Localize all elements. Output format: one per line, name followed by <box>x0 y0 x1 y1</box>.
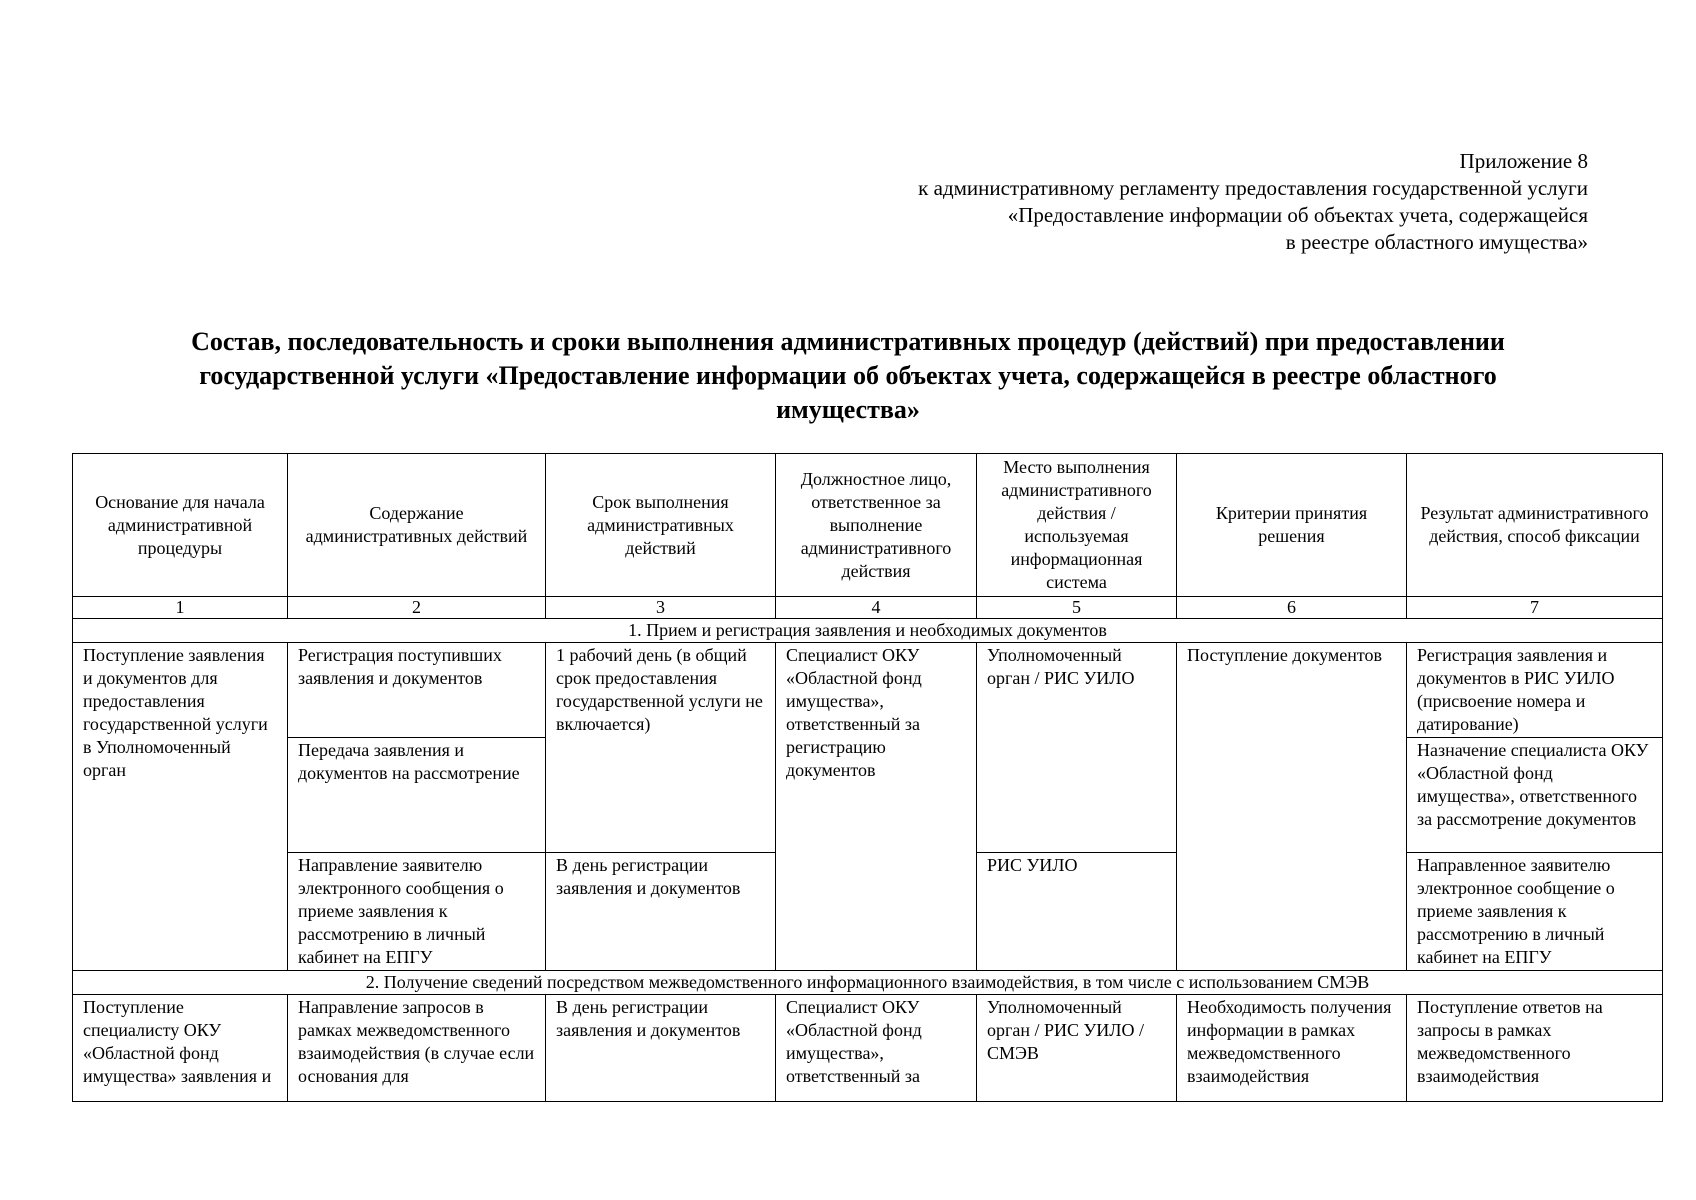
result-cell: Направленное заявителю электронное сообщение о приеме заявления к рассмотрению в личный кабинет на ЕПГУ <box>1407 853 1663 971</box>
column-number: 7 <box>1407 597 1663 619</box>
result-cell: Назначение специалиста ОКУ «Областной фонд имущества», ответственного за рассмотрение документов <box>1407 738 1663 853</box>
result-cell: Регистрация заявления и документов в РИС УИЛО (присвоение номера и датирование) <box>1407 643 1663 738</box>
table-header-row <box>73 454 1663 597</box>
action-cell: Регистрация поступивших заявления и документов <box>288 643 546 738</box>
place-cell: РИС УИЛО <box>977 853 1177 971</box>
term-cell: В день регистрации заявления и документов <box>546 995 776 1102</box>
column-number: 1 <box>73 597 288 619</box>
header-cell: Срок выполнения административных действий <box>546 454 776 597</box>
term-cell: 1 рабочий день (в общий срок предоставления государственной услуги не включается) <box>546 643 776 853</box>
column-number: 5 <box>977 597 1177 619</box>
column-number: 6 <box>1177 597 1407 619</box>
procedure-basis: Поступление заявления и документов для предоставления государственной услуги в Уполномоченный орган <box>73 643 288 971</box>
column-number-row <box>73 597 1663 619</box>
section-row <box>73 971 1663 995</box>
section-row <box>73 619 1663 643</box>
criteria-cell: Поступление документов <box>1177 643 1407 971</box>
official-cell: Специалист ОКУ «Областной фонд имущества», ответственный за <box>776 995 977 1102</box>
procedures-table <box>72 453 1663 1102</box>
column-number: 2 <box>288 597 546 619</box>
title-line: имущества» <box>776 395 920 424</box>
header-cell: Результат административного действия, способ фиксации <box>1407 454 1663 597</box>
table-row <box>73 643 1663 738</box>
document-title <box>70 325 1626 427</box>
appendix-header <box>918 148 1588 256</box>
appendix-line: к административному регламенту предоставления государственной услуги <box>918 176 1588 200</box>
appendix-line: «Предоставление информации об объектах учета, содержащейся <box>1007 203 1588 227</box>
section-title: 1. Прием и регистрация заявления и необходимых документов <box>73 619 1663 643</box>
action-cell: Направление запросов в рамках межведомственного взаимодействия (в случае если основания для <box>288 995 546 1102</box>
section-title: 2. Получение сведений посредством межведомственного информационного взаимодействия, в том числе с использованием СМЭВ <box>73 971 1663 995</box>
official-cell: Специалист ОКУ «Областной фонд имущества», ответственный за регистрацию документов <box>776 643 977 971</box>
procedure-basis: Поступление специалисту ОКУ «Областной фонд имущества» заявления и <box>73 995 288 1102</box>
header-cell: Критерии принятия решения <box>1177 454 1407 597</box>
place-cell: Уполномоченный орган / РИС УИЛО / СМЭВ <box>977 995 1177 1102</box>
header-cell: Основание для начала административной процедуры <box>73 454 288 597</box>
table-row <box>73 995 1663 1102</box>
header-cell: Место выполнения административного действия / используемая информационная система <box>977 454 1177 597</box>
action-cell: Передача заявления и документов на рассмотрение <box>288 738 546 853</box>
term-cell: В день регистрации заявления и документов <box>546 853 776 971</box>
appendix-line: Приложение 8 <box>1459 149 1588 173</box>
action-cell: Направление заявителю электронного сообщения о приеме заявления к рассмотрению в личный кабинет на ЕПГУ <box>288 853 546 971</box>
column-number: 4 <box>776 597 977 619</box>
appendix-line: в реестре областного имущества» <box>1285 230 1588 254</box>
column-number: 3 <box>546 597 776 619</box>
criteria-cell: Необходимость получения информации в рамках межведомственного взаимодействия <box>1177 995 1407 1102</box>
title-line: государственной услуги «Предоставление информации об объектах учета, содержащейся в реестре областного <box>199 361 1497 390</box>
header-cell: Содержание административных действий <box>288 454 546 597</box>
title-line: Состав, последовательность и сроки выполнения административных процедур (действий) при предоставлении <box>191 327 1505 356</box>
header-cell: Должностное лицо, ответственное за выполнение административного действия <box>776 454 977 597</box>
place-cell: Уполномоченный орган / РИС УИЛО <box>977 643 1177 853</box>
result-cell: Поступление ответов на запросы в рамках межведомственного взаимодействия <box>1407 995 1663 1102</box>
